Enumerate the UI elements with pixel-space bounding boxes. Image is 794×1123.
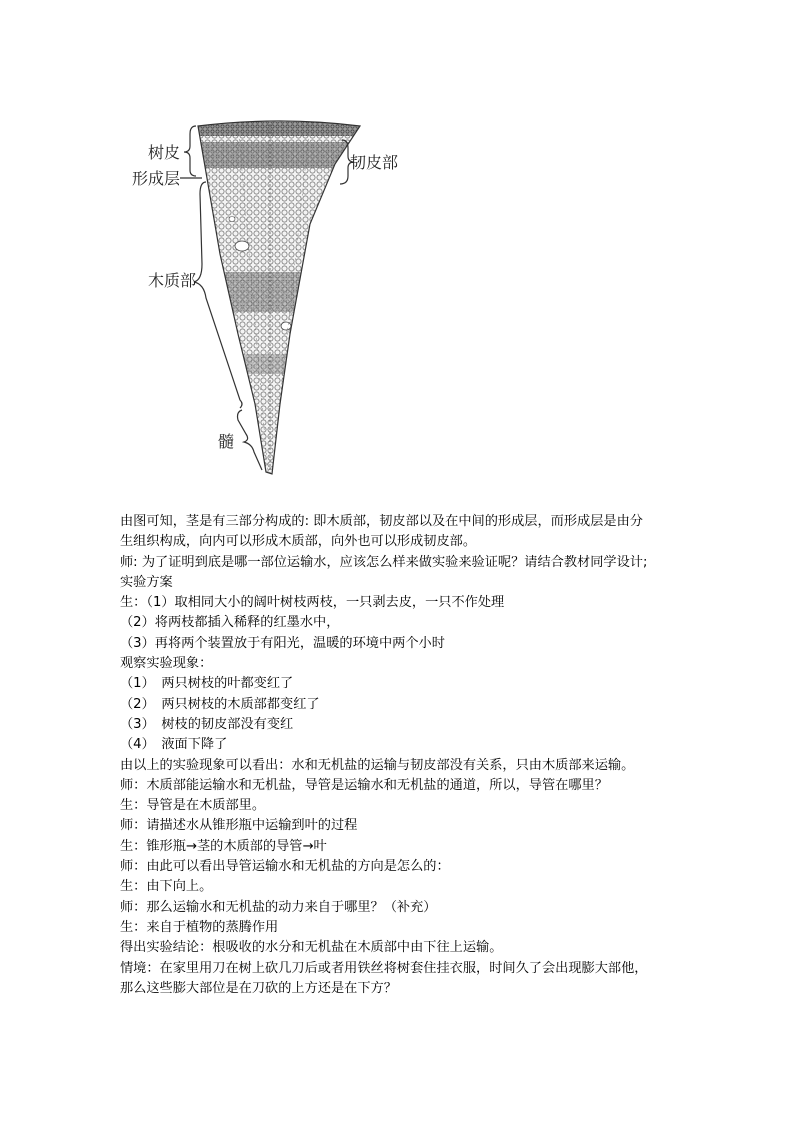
stem-cross-section-figure: [120, 104, 414, 504]
text-line: 由以上的实验现象可以看出：水和无机盐的运输与韧皮部没有关系，只由木质部来运输。: [120, 757, 635, 773]
text-line: （3）再将两个装置放于有阳光，温暖的环境中两个小时: [120, 635, 445, 651]
label-xylem: 木质部: [148, 271, 197, 290]
text-line: 那么这些膨大部位是在刀砍的上方还是在下方？: [120, 980, 397, 996]
label-cambium: 形成层: [132, 169, 181, 188]
stem-diagram: [120, 104, 414, 504]
text-line: （2）将两枝都插入稀释的红墨水中，: [120, 615, 340, 631]
lesson-text: [120, 512, 680, 999]
text-line: 师：请描述水从锥形瓶中运输到叶的过程: [120, 818, 358, 834]
text-line: 生：由下向上。: [120, 879, 213, 895]
label-phloem: 韧皮部: [350, 153, 399, 172]
text-line: （4） 液面下降了: [120, 737, 228, 753]
text-line: 师：木质部能运输水和无机盐，导管是运输水和无机盐的通道，所以，导管在哪里？: [120, 777, 608, 793]
text-line: 师：那么运输水和无机盐的动力来自于哪里？（补充）: [120, 899, 437, 915]
text-line: 生：锥形瓶→茎的木质部的导管→叶: [120, 838, 327, 854]
text-line: 生：来自于植物的蒸腾作用: [120, 919, 279, 935]
text-line: 得出实验结论：根吸收的水分和无机盐在木质部中由下往上运输。: [120, 940, 503, 956]
text-line: 师: 为了证明到底是哪一部位运输水，应该怎么样来做实验来验证呢？请结合教材同学设计;: [120, 554, 648, 570]
text-line: 由图可知，茎是有三部分构成的: 即木质部，韧皮部以及在中间的形成层，而形成层是由分: [120, 514, 643, 529]
text-line: 实验方案: [120, 574, 173, 590]
text-line: （2） 两只树枝的木质部都变红了: [120, 696, 320, 712]
text-line: 情境：在家里用刀在树上砍几刀后或者用铁丝将树套住挂衣服，时间久了会出现膨大部他，: [120, 960, 648, 976]
label-pith: 髓: [218, 432, 235, 451]
text-line: 生：（1）取相同大小的阔叶树枝两枝，一只剥去皮，一只不作处理: [120, 595, 505, 611]
label-bark: 树皮: [148, 143, 181, 162]
text-line: （3） 树枝的韧皮部没有变红: [120, 716, 294, 732]
text-line: 生组织构成，向内可以形成木质部，向外也可以形成韧皮部。: [120, 534, 477, 550]
text-line: 观察实验现象：: [120, 656, 213, 672]
text-line: （1） 两只树枝的叶都变红了: [120, 676, 294, 692]
bark-brace: [184, 126, 196, 176]
text-line: 生：导管是在木质部里。: [120, 798, 266, 814]
text-line: 师：由此可以看出导管运输水和无机盐的方向是怎么的：: [120, 859, 450, 875]
